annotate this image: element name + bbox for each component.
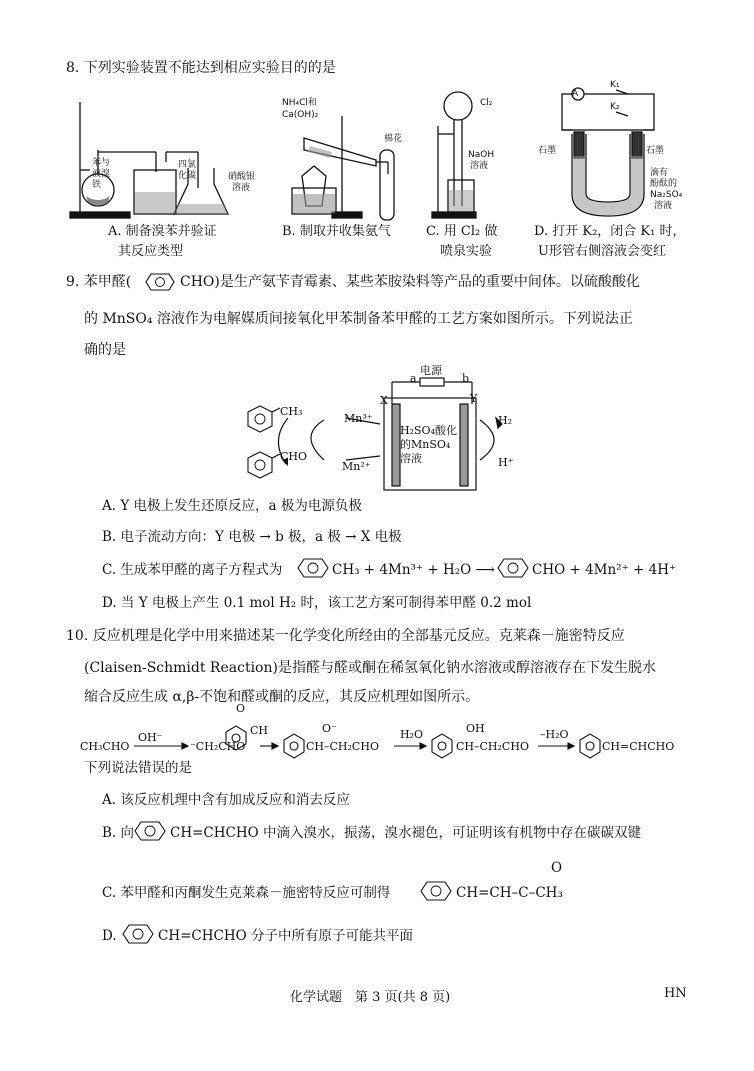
electrolysis-diagram — [240, 360, 530, 495]
electrode-y-label: Y — [470, 392, 478, 405]
mech-oh-top: OH — [466, 722, 485, 735]
caption-b: B. 制取并收集氨气 — [282, 224, 391, 239]
q10-option-d-post: CH=CHCHO 分子中所有原子可能共平面 — [158, 928, 413, 944]
solution-label-1: H₂SO₄酸化 — [400, 424, 457, 437]
q9-option-c-post: CHO + 4Mn²⁺ + 4H⁺ — [532, 562, 677, 578]
q10-stem-line3: 缩合反应生成 α,β-不饱和醛或酮的反应，其反应机理如图所示。 — [84, 689, 480, 705]
q9-option-c-pre: C. 生成苯甲醛的离子方程式为 — [102, 562, 283, 578]
apparatus-b-diagram — [280, 110, 410, 220]
label-graphite-left: 石墨 — [538, 146, 557, 156]
mech-cho: CH — [250, 724, 269, 737]
benzene-ring-icon — [497, 558, 529, 578]
q9-option-b: B. 电子流动方向：Y 电极 → b 极，a 极 → X 电极 — [102, 529, 402, 545]
label-caoh2: Ca(OH)₂ — [282, 110, 319, 120]
label-graphite-right: 石墨 — [646, 146, 665, 156]
q10-stem-line1: 10. 反应机理是化学中用来描述某一化学变化所经由的全部基元反应。克莱森－施密特反应 — [66, 628, 625, 644]
caption-c-line1: C. 用 Cl₂ 做 — [426, 224, 498, 239]
q10-option-c-o: O — [551, 860, 563, 876]
mech-start: CH₃CHO — [80, 740, 130, 753]
label-naoh-sol: 溶液 — [470, 161, 489, 171]
label-k2: K₂ — [610, 102, 620, 112]
label-ccl4-2: 化碳 — [178, 171, 197, 181]
benzaldehyde-cho-label: CHO — [280, 450, 308, 463]
label-agno3-1: 硝酸银 — [228, 172, 256, 182]
q10-option-d-pre: D. — [102, 928, 117, 944]
q10-option-c-pre: C. 苯甲醛和丙酮发生克莱森－施密特反应可制得 — [102, 885, 391, 901]
hplus-label: H⁺ — [498, 456, 514, 469]
label-cotton: 棉花 — [384, 134, 403, 144]
mech-oh: OH⁻ — [138, 731, 163, 744]
mech-o-top: O — [236, 702, 246, 715]
h2-label: H₂ — [498, 414, 513, 427]
power-source-label: 电源 — [420, 364, 442, 377]
mech-int2: CH–CH₂CHO — [456, 740, 529, 753]
label-d-sol3: Na₂SO₄ — [650, 190, 683, 200]
mech-minus-h2o: –H₂O — [540, 728, 569, 741]
q9-stem-line2: 的 MnSO₄ 溶液作为电解媒质间接氧化甲苯制备苯甲醛的工艺方案如图所示。下列说法正 — [84, 311, 633, 327]
q9-option-d: D. 当 Y 电极上产生 0.1 mol H₂ 时，该工艺方案可制得苯甲醛 0.2 mol — [102, 595, 532, 611]
q9-stem-pre: 9. 苯甲醛( — [66, 274, 132, 290]
caption-d-line2: U形管右侧溶液会变红 — [538, 244, 666, 259]
q10-stem-line2: (Claisen-Schmidt Reaction)是指醛与醛或酮在稀氢氧化钠水溶液或醇溶液存在下发生脱水 — [84, 660, 656, 676]
q10-option-a: A. 该反应机理中含有加成反应和消去反应 — [102, 792, 350, 808]
solution-label-3: 溶液 — [400, 452, 422, 465]
mech-int1: CH–CH₂CHO — [306, 740, 379, 753]
caption-a-line1: A. 制备溴苯并验证 — [108, 224, 217, 239]
pole-a-label: a — [410, 372, 417, 385]
label-d-sol1: 滴有 — [650, 168, 669, 178]
caption-c-line2: 喷泉实验 — [440, 244, 493, 259]
region-code: HN — [664, 986, 687, 1001]
label-cl2: Cl₂ — [480, 98, 493, 108]
benzene-ring-icon — [145, 273, 175, 291]
q9-stem-post: CHO)是生产氨苄青霉素、某些苯胺染料等产品的重要中间体。以硫酸酸化 — [180, 274, 640, 290]
q10-option-b-pre: B. 向 — [102, 825, 135, 841]
label-agno3-2: 溶液 — [232, 183, 251, 193]
label-nh4cl: NH₄Cl和 — [282, 98, 317, 108]
q10-option-b-post: CH=CHCHO 中滴入溴水，振荡，溴水褪色，可证明该有机物中存在碳碳双键 — [170, 825, 641, 841]
label-benzene: 苯与 — [92, 158, 111, 168]
q10-option-c-post: CH=CH–C–CH₃ — [456, 885, 563, 901]
benzene-ring-icon — [134, 821, 166, 841]
label-ammeter: A — [572, 89, 579, 99]
label-k1: K₁ — [610, 80, 620, 90]
page-footer: 化学试题 第 3 页(共 8 页) — [290, 990, 451, 1005]
solution-label-2: 的MnSO₄ — [400, 438, 451, 451]
mech-o-minus: O⁻ — [322, 722, 337, 735]
mech-h2o: H₂O — [400, 728, 424, 741]
caption-d-line1: D. 打开 K₂，闭合 K₁ 时， — [534, 224, 686, 239]
pole-b-label: b — [462, 372, 470, 385]
q8-stem: 8. 下列实验装置不能达到相应实验目的的是 — [66, 60, 336, 76]
benzene-ring-icon — [297, 558, 329, 578]
mech-product: CH=CHCHO — [602, 740, 675, 753]
apparatus-a-diagram — [68, 92, 238, 222]
caption-a-line2: 其反应类型 — [118, 244, 184, 259]
label-iron: 铁 — [92, 180, 102, 190]
q9-option-c-mid: CH₃ + 4Mn³⁺ + H₂O ⟶ — [332, 562, 495, 578]
electrode-x-label: X — [380, 394, 388, 407]
mn3-label: Mn³⁺ — [344, 412, 373, 425]
q9-option-a: A. Y 电极上发生还原反应，a 极为电源负极 — [102, 498, 362, 514]
toluene-ch3-label: CH₃ — [280, 405, 303, 418]
benzene-ring-icon — [420, 881, 452, 901]
q9-stem-line3: 确的是 — [84, 342, 126, 358]
label-liquid-bromine: 液溴 — [92, 169, 111, 179]
q10-lead: 下列说法错误的是 — [84, 760, 192, 776]
label-d-sol4: 溶液 — [654, 201, 673, 211]
label-ccl4-1: 四氯 — [178, 160, 197, 170]
mn2-label: Mn²⁺ — [342, 460, 371, 473]
mech-carbanion: ⁻CH₂CHO — [190, 740, 246, 753]
label-naoh: NaOH — [468, 150, 495, 160]
benzene-ring-icon — [122, 924, 154, 944]
label-d-sol2: 酚酞的 — [650, 179, 678, 189]
